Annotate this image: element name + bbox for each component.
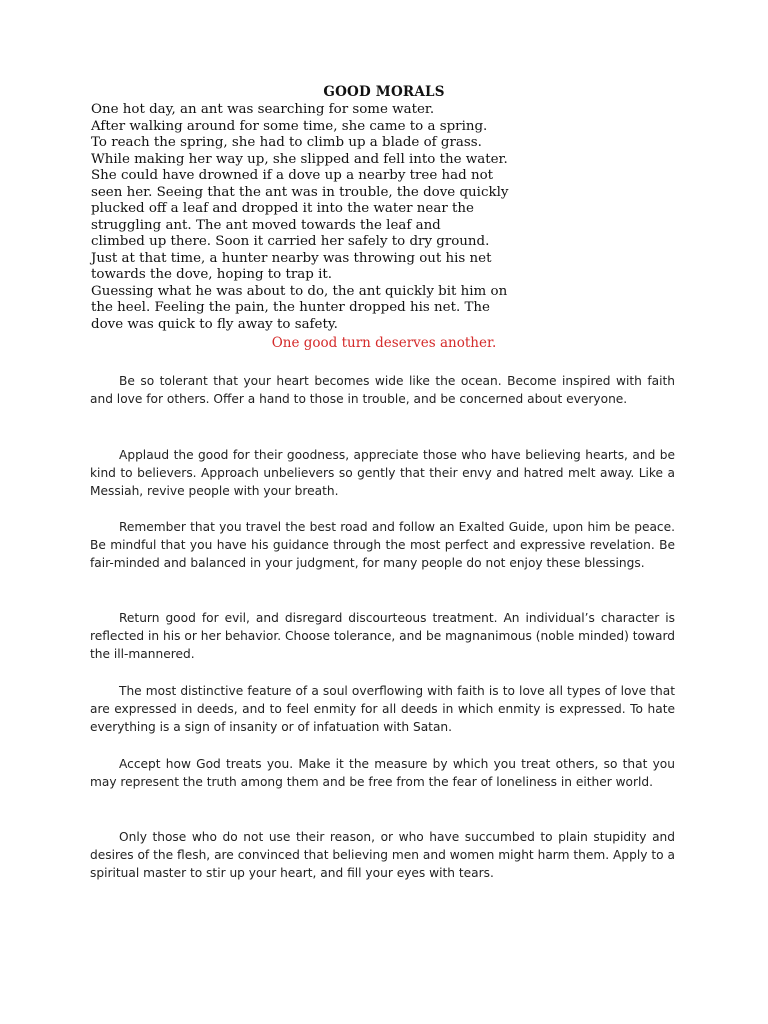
- paragraph-accept: Accept how God treats you. Make it the measure by which you treat others, so that you may represent the truth among them and be free from the fear of loneliness in either world.: [90, 757, 675, 790]
- story-line: While making her way up, she slipped and fell into the water.: [91, 151, 508, 167]
- story-line: She could have drowned if a dove up a nearby tree had not: [91, 168, 494, 183]
- paragraph-remember: Remember that you travel the best road and follow an Exalted Guide, upon him be peace. Be mindful that you have his guidance through the most perfect and expressive revelation. Be fair-minded and balanced in your judgment, for many people do not enjoy these blessings.: [90, 520, 675, 571]
- story-line: Just at that time, a hunter nearby was throwing out his net: [91, 250, 492, 266]
- moral-line: One good turn deserves another.: [271, 335, 497, 351]
- story-line: the heel. Feeling the pain, the hunter dropped his net. The: [91, 300, 490, 315]
- story-line: One hot day, an ant was searching for some water.: [91, 102, 435, 117]
- paragraph-return-good: Return good for evil, and disregard discourteous treatment. An individual’s character is reflected in his or her behavior. Choose tolerance, and be magnanimous (noble minded) toward the ill-mannered.: [90, 611, 675, 662]
- paragraph-applaud: Applaud the good for their goodness, appreciate those who have believing hearts, and be kind to believers. Approach unbelievers so gently that their envy and hatred melt away. Like a Messiah, revive people with your breath.: [90, 448, 675, 499]
- story-line: To reach the spring, she had to climb up a blade of grass.: [91, 135, 482, 150]
- page-title: GOOD MORALS: [323, 84, 445, 100]
- paragraph-tolerance: Be so tolerant that your heart becomes wide like the ocean. Become inspired with faith and love for others. Offer a hand to those in trouble, and be concerned about everyone.: [90, 374, 675, 407]
- story-line: climbed up there. Soon it carried her safely to dry ground.: [91, 234, 490, 249]
- story-line: plucked off a leaf and dropped it into the water near the: [91, 201, 474, 216]
- story-line: seen her. Seeing that the ant was in trouble, the dove quickly: [91, 184, 509, 200]
- paragraph-faith: The most distinctive feature of a soul overflowing with faith is to love all types of love that are expressed in deeds, and to feel enmity for all deeds in which enmity is expressed. To hate everything is a sign of insanity or of infatuation with Satan.: [90, 684, 675, 735]
- story-text: [91, 102, 531, 333]
- story-line: struggling ant. The ant moved towards the leaf and: [91, 217, 441, 233]
- story-line: Guessing what he was about to do, the ant quickly bit him on: [91, 283, 508, 299]
- story-line: After walking around for some time, she came to a spring.: [91, 118, 488, 134]
- story-line: towards the dove, hoping to trap it.: [91, 267, 333, 282]
- paragraph-reason: Only those who do not use their reason, or who have succumbed to plain stupidity and desires of the flesh, are convinced that believing men and women might harm them. Apply to a spiritual master to stir up your heart, and fill your eyes with tears.: [90, 830, 675, 881]
- story-line: dove was quick to fly away to safety.: [91, 316, 338, 332]
